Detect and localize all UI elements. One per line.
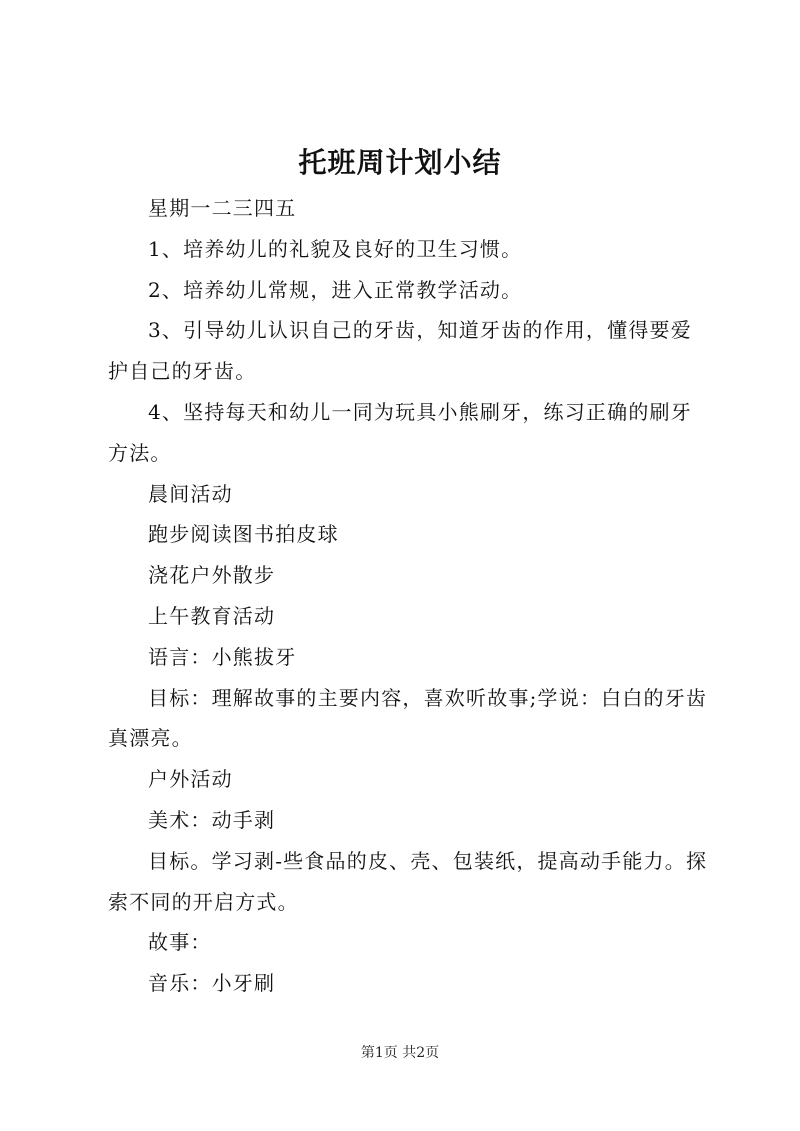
paragraph-language-goal: 目标：理解故事的主要内容，喜欢听故事;学说：白白的牙齿真漂亮。 bbox=[108, 685, 708, 751]
document-title: 托班周计划小结 bbox=[298, 146, 502, 179]
paragraph-morning-education-heading: 上午教育活动 bbox=[148, 603, 276, 628]
paragraph-morning-activity-items: 跑步阅读图书拍皮球 bbox=[148, 522, 339, 547]
paragraph-goal-4: 4、坚持每天和幼儿一同为玩具小熊刷牙，练习正确的刷牙方法。 bbox=[108, 399, 692, 465]
paragraph-goal-2: 2、培养幼儿常规，进入正常教学活动。 bbox=[148, 277, 523, 302]
paragraph-story: 故事： bbox=[148, 930, 212, 955]
paragraph-language: 语言：小熊拔牙 bbox=[148, 644, 297, 669]
paragraph-morning-activity-heading: 晨间活动 bbox=[148, 481, 233, 506]
paragraph-weekdays: 星期一二三四五 bbox=[148, 196, 297, 220]
paragraph-outdoor-walk: 浇花户外散步 bbox=[148, 563, 276, 588]
paragraph-goal-3: 3、引导幼儿认识自己的牙齿，知道牙齿的作用，懂得要爱护自己的牙齿。 bbox=[108, 318, 692, 384]
page-footer: 第1页 共2页 bbox=[360, 1045, 440, 1061]
document-body bbox=[108, 188, 708, 1004]
paragraph-art: 美术：动手剥 bbox=[148, 807, 276, 832]
paragraph-goal-1: 1、培养幼儿的礼貌及良好的卫生习惯。 bbox=[148, 236, 523, 261]
paragraph-music: 音乐：小牙刷 bbox=[148, 971, 276, 996]
paragraph-art-goal: 目标。学习剥-些食品的皮、壳、包装纸，提高动手能力。探索不同的开启方式。 bbox=[108, 848, 708, 914]
paragraph-outdoor-activity-heading: 户外活动 bbox=[148, 767, 233, 792]
